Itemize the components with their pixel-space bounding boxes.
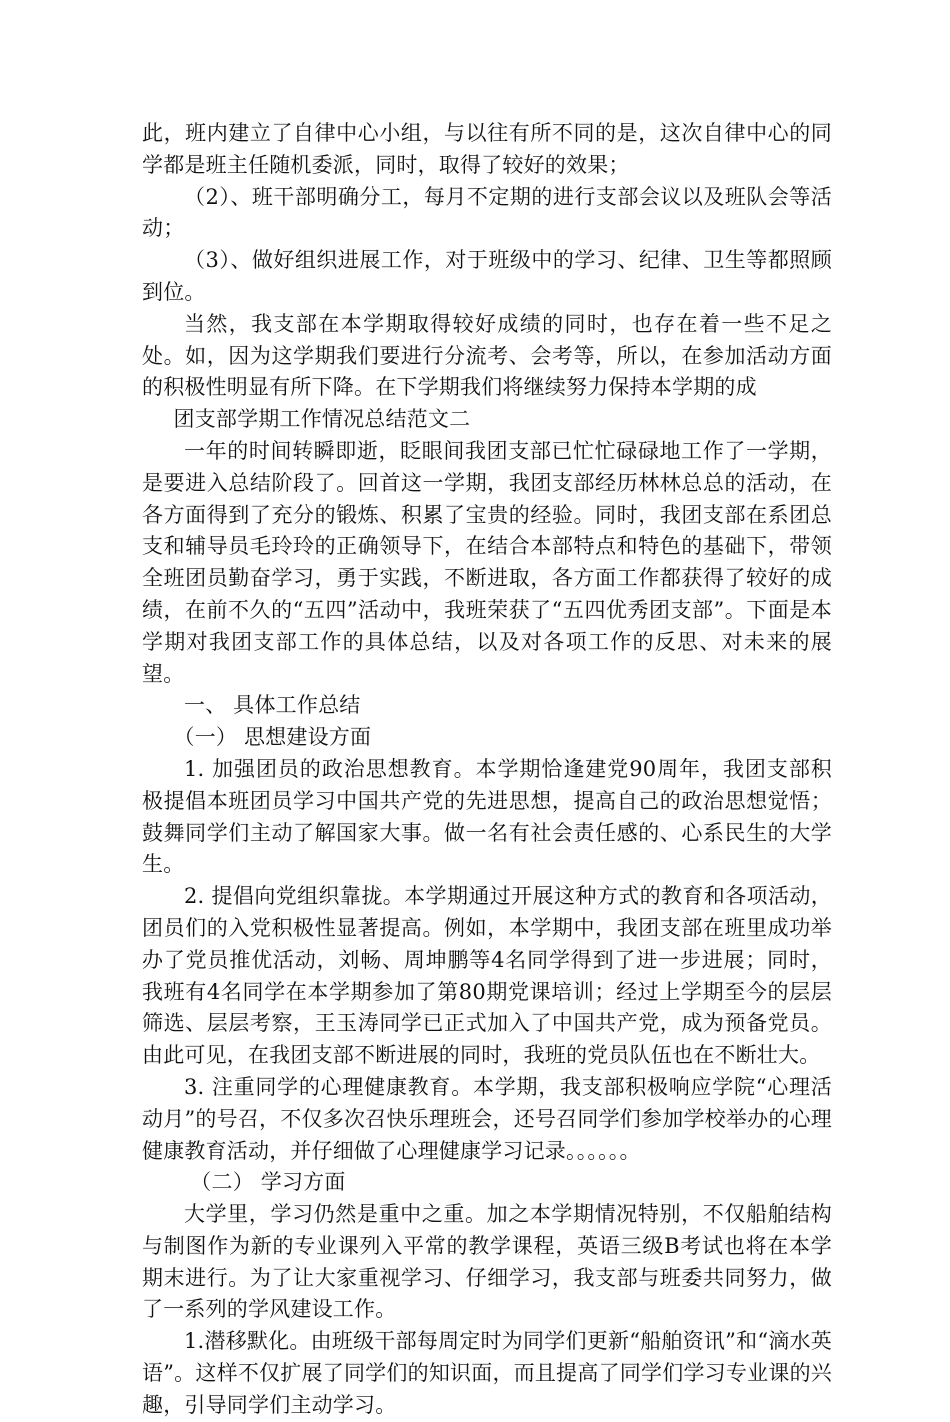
paragraph-party-organization: 2. 提倡向党组织靠拢。本学期通过开展这种方式的教育和各项活动，团员们的入党积极性显著提高。例如，本学期中，我团支部在班里成功举办了党员推优活动，刘畅、周坤鹏等4名同学得到了进一步进展；同时，我班有4名同学在本学期参加了第80期党课培训；经过上学期至今的层层筛选、层层考察，王玉涛同学已正式加入了中国共产党，成为预备党员。由此可见，在我团支部不断进展的同时，我班的党员队伍也在不断壮大。 — [142, 884, 832, 1068]
paragraph-subtle-influence: 1.潜移默化。由班级干部每周定时为同学们更新“船舶资讯”和“滴水英语”。这样不仅扩展了同学们的知识面，而且提高了同学们学习专业课的兴趣，引导同学们主动学习。 — [142, 1329, 832, 1417]
document-body — [142, 118, 832, 1422]
heading-ideology: （一） 思想建设方面 — [173, 725, 372, 750]
paragraph-continuation: 此，班内建立了自律中心小组，与以往有所不同的是，这次自律中心的同学都是班主任随机委派，同时，取得了较好的效果； — [142, 121, 832, 177]
heading-study: （二） 学习方面 — [190, 1170, 346, 1195]
paragraph-item-3: （3）、做好组织进展工作，对于班级中的学习、纪律、卫生等都照顾到位。 — [142, 248, 832, 304]
section-title-sample-two: 团支部学期工作情况总结范文二 — [173, 407, 471, 432]
paragraph-study-intro: 大学里，学习仍然是重中之重。加之本学期情况特别，不仅船舶结构与制图作为新的专业课列入平常的教学课程，英语三级B考试也将在本学期末进行。为了让大家重视学习、仔细学习，我支部与班委共同努力，做了一系列的学风建设工作。 — [142, 1202, 832, 1322]
heading-work-summary: 一、 具体工作总结 — [184, 693, 361, 718]
paragraph-political-education: 1. 加强团员的政治思想教育。本学期恰逢建党90周年，我团支部积极提倡本班团员学习中国共产党的先进思想，提高自己的政治思想觉悟；鼓舞同学们主动了解国家大事。做一名有社会责任感的、心系民生的大学生。 — [142, 756, 832, 877]
paragraph-item-2: （2）、班干部明确分工，每月不定期的进行支部会议以及班队会等活动； — [142, 184, 832, 241]
paragraph-shortcomings: 当然，我支部在本学期取得较好成绩的同时，也存在着一些不足之处。如，因为这学期我们要进行分流考、会考等，所以，在参加活动方面的积极性明显有所下降。在下学期我们将继续努力保持本学期的成 — [142, 311, 832, 400]
paragraph-introduction: 一年的时间转瞬即逝，眨眼间我团支部已忙忙碌碌地工作了一学期，是要进入总结阶段了。回首这一学期，我团支部经历林林总总的活动，在各方面得到了充分的锻炼、积累了宝贵的经验。同时，我团支部在系团总支和辅导员毛玲玲的正确领导下，在结合本部特点和特色的基础下，带领全班团员勤奋学习，勇于实践，不断进取，各方面工作都获得了较好的成绩，在前不久的“五四”活动中，我班荣获了“五四优秀团支部”。下面是本学期对我团支部工作的具体总结，以及对各项工作的反思、对未来的展望。 — [142, 438, 832, 686]
paragraph-mental-health: 3. 注重同学的心理健康教育。本学期，我支部积极响应学院“心理活动月”的号召，不仅多次召快乐理班会，还号召同学们参加学校举办的心理健康教育活动，并仔细做了心理健康学习记录。。。。。。 — [142, 1074, 832, 1163]
